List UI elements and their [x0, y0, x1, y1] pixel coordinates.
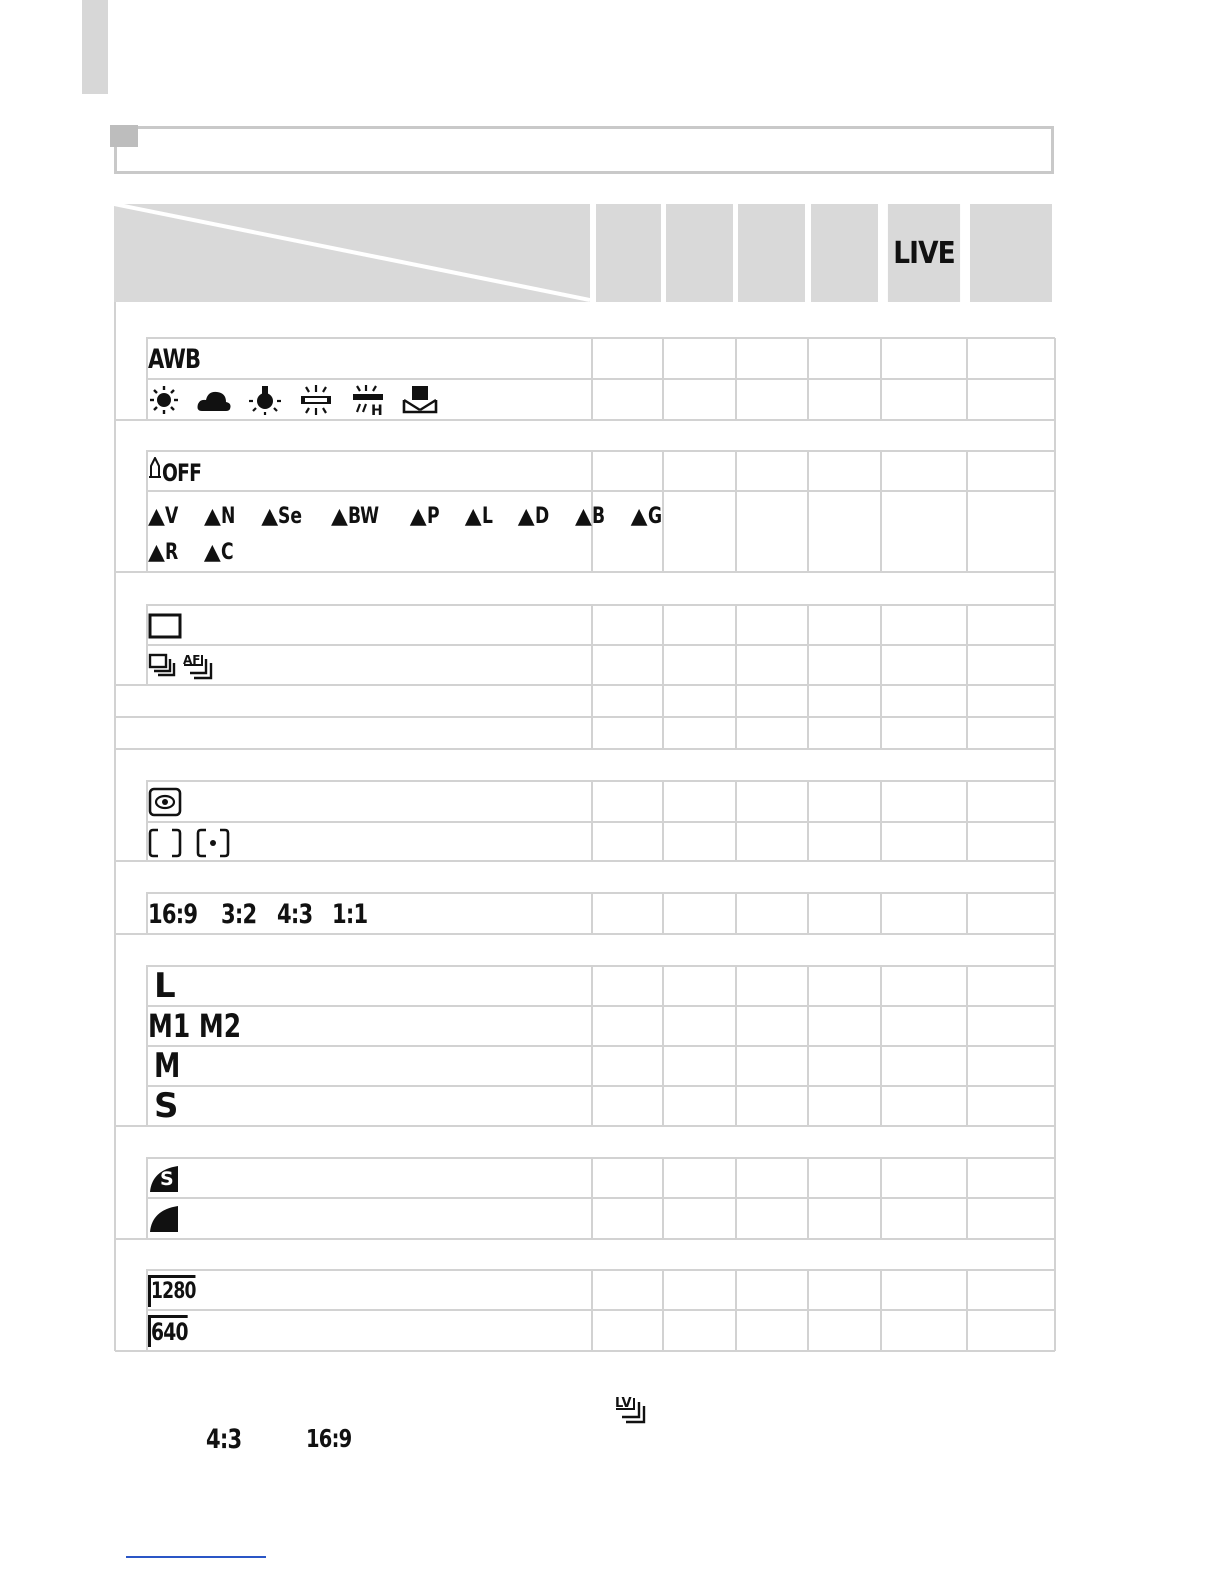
ratio-3-2-icon: 3:2	[221, 898, 257, 930]
resolution-medium-row-label	[148, 1046, 188, 1086]
video-1280-label: 1280	[151, 1275, 196, 1307]
video-1280-row-label	[148, 1272, 208, 1310]
note-ratio-16-9-icon: 16:9	[306, 1424, 352, 1453]
resolution-large-row-label	[148, 966, 176, 1006]
spot-metering-icon	[196, 828, 230, 858]
small-resolution-icon: S	[154, 1086, 179, 1126]
my-colors-custom-icon: ▲ C	[203, 539, 234, 565]
lv-continuous-note-icon	[614, 1394, 648, 1430]
awb-icon: AWB	[148, 343, 201, 375]
vivid-green-label: G	[647, 503, 662, 529]
resolution-small-row-label	[148, 1086, 179, 1126]
wb-presets-row-label	[148, 381, 438, 419]
evaluative-metering-row-label	[148, 783, 182, 821]
evaluative-metering-icon	[148, 787, 182, 817]
video-640-row-label	[148, 1312, 198, 1350]
my-colors-options-line2	[148, 533, 245, 571]
live-mode-label: LIVE	[893, 235, 955, 271]
continuous-af-icon	[182, 651, 214, 681]
video-1280-icon	[148, 1275, 208, 1307]
center-spot-metering-row-label	[148, 824, 230, 862]
my-colors-vivid-green-icon: ▲ G	[630, 503, 662, 529]
m1-m2-resolution-icon: M1 M2	[148, 1007, 242, 1045]
fine-row-label	[148, 1200, 180, 1238]
fluorescent-h-icon	[350, 384, 386, 416]
video-640-label: 640	[151, 1315, 188, 1347]
vivid-red-label: R	[164, 539, 179, 565]
superfine-label: S	[160, 1168, 174, 1190]
vivid-label: V	[164, 503, 179, 529]
my-colors-vivid-icon: ▲ V	[148, 503, 179, 529]
vivid-blue-label: B	[591, 503, 605, 529]
my-colors-sepia-icon: ▲ Se	[261, 503, 303, 529]
awb-row-label	[148, 340, 215, 378]
svg-text:H: H	[371, 403, 383, 416]
my-colors-lighter-skin-icon: ▲ L	[464, 503, 493, 529]
large-resolution-icon: L	[154, 966, 176, 1006]
neutral-label: N	[220, 503, 236, 529]
my-colors-darker-skin-icon: ▲ D	[517, 503, 549, 529]
my-colors-vivid-red-icon: ▲ R	[148, 539, 179, 565]
continuous-row-label	[148, 647, 214, 685]
my-colors-bulb-icon	[148, 457, 162, 487]
resolution-m1-m2-row-label	[148, 1006, 267, 1046]
sepia-label: Se	[278, 503, 303, 529]
lv-continuous-icon	[614, 1394, 648, 1426]
my-colors-neutral-icon: ▲ N	[203, 503, 236, 529]
fine-compression-icon	[148, 1204, 180, 1234]
my-colors-off-icon	[148, 457, 212, 487]
my-colors-vivid-blue-icon: ▲ B	[574, 503, 605, 529]
positive-label: P	[426, 503, 440, 529]
continuous-shooting-icon	[148, 653, 176, 679]
darker-skin-label: D	[534, 503, 549, 529]
superfine-compression-icon	[148, 1164, 180, 1194]
tungsten-icon	[248, 384, 282, 416]
cloudy-icon	[196, 385, 232, 415]
bw-label: BW	[347, 503, 379, 529]
custom-color-label: C	[220, 539, 234, 565]
svg-text:AF: AF	[183, 653, 201, 667]
single-shot-row-label	[148, 607, 182, 645]
superfine-row-label	[148, 1160, 180, 1198]
video-640-icon	[148, 1315, 198, 1347]
custom-wb-icon	[402, 384, 438, 416]
aspect-ratio-row-label	[148, 895, 377, 933]
ratio-16-9-icon: 16:9	[148, 898, 198, 930]
lv-label: LV	[615, 1396, 632, 1411]
page-link-underline	[126, 1556, 266, 1558]
my-colors-options-line1	[148, 496, 674, 536]
medium-resolution-icon: M	[154, 1046, 181, 1086]
my-colors-bw-icon: ▲ BW	[330, 503, 379, 529]
fluorescent-icon	[298, 384, 334, 416]
my-colors-positive-icon: ▲ P	[409, 503, 440, 529]
center-weighted-metering-icon	[148, 828, 182, 858]
ratio-1-1-icon: 1:1	[331, 898, 368, 930]
lighter-skin-label: L	[481, 503, 493, 529]
daylight-icon	[148, 385, 180, 415]
ratio-4-3-icon: 4:3	[276, 898, 312, 930]
my-colors-off-row-label	[148, 453, 212, 491]
off-label: OFF	[162, 459, 202, 487]
note-ratio-4-3-icon: 4:3	[206, 1424, 242, 1455]
single-shot-icon	[148, 613, 182, 639]
